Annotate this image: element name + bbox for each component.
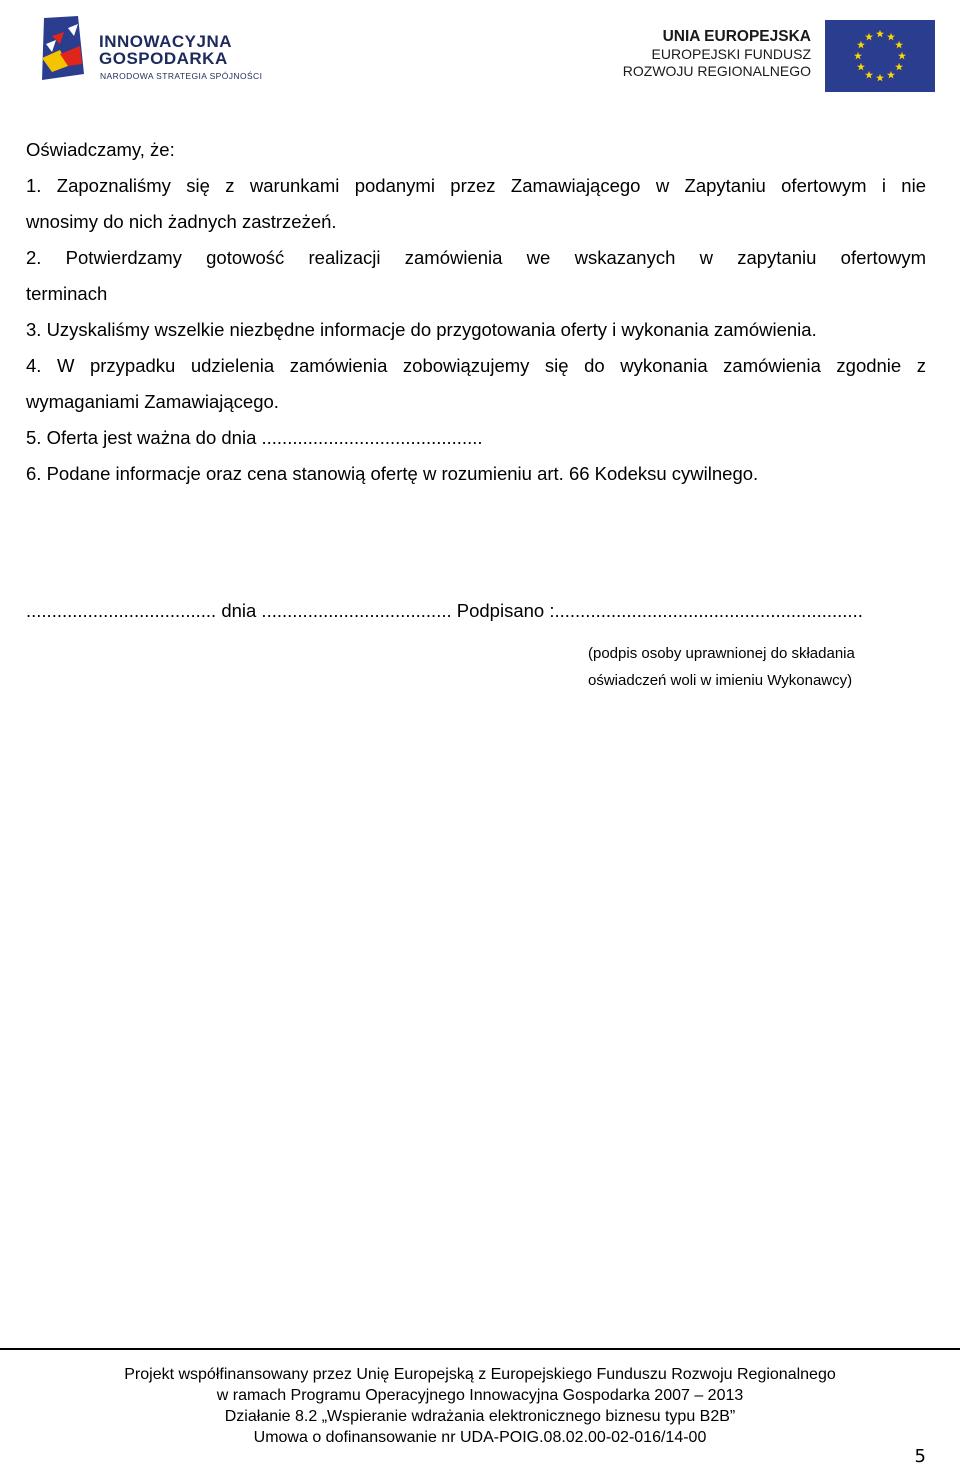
signature-line: ..................................... dnia ..................................... Podpisano :............................................................ xyxy=(26,600,863,621)
footer-line2: w ramach Programu Operacyjnego Innowacyjna Gospodarka 2007 – 2013 xyxy=(216,1387,744,1404)
declaration-item-3: 3. Uzyskaliśmy wszelkie niezbędne informacje do przygotowania oferty i wykonania zamówienia. xyxy=(26,319,817,340)
innowacyjna-gospodarka-logo xyxy=(38,14,268,84)
eu-logo-line1: UNIA EUROPEJSKA xyxy=(662,28,811,45)
ig-emblem-icon xyxy=(38,14,96,84)
declaration-item-4-line2: wymaganiami Zamawiającego. xyxy=(26,391,279,412)
eu-flag-icon xyxy=(825,20,935,92)
page-header xyxy=(0,0,960,110)
page-footer xyxy=(0,1364,960,1448)
page-number: 5 xyxy=(914,1446,926,1467)
declaration-item-4-line1: 4. W przypadku udzielenia zamówienia zobowiązujemy się do wykonania zamówienia zgodnie z xyxy=(26,355,926,376)
declaration-intro: Oświadczamy, że: xyxy=(26,139,175,160)
declaration-item-6: 6. Podane informacje oraz cena stanowią ofertę w rozumieniu art. 66 Kodeksu cywilnego. xyxy=(26,463,759,484)
ig-logo-line2: GOSPODARKA xyxy=(99,49,228,68)
signature-note xyxy=(588,640,855,694)
signature-note-line1: (podpis osoby uprawnionej do składania xyxy=(588,645,855,662)
eu-logo-text xyxy=(623,28,811,80)
eu-logo-line3: ROZWOJU REGIONALNEGO xyxy=(622,63,811,79)
signature-note-line2: oświadczeń woli w imieniu Wykonawcy) xyxy=(588,672,853,689)
declaration-item-1-line2: wnosimy do nich żadnych zastrzeżeń. xyxy=(26,211,337,232)
declaration-item-1-line1: 1. Zapoznaliśmy się z warunkami podanymi przez Zamawiającego w Zapytaniu ofertowym i nie xyxy=(26,175,926,196)
footer-line3: Działanie 8.2 „Wspieranie wdrażania elektronicznego biznesu typu B2B” xyxy=(224,1408,736,1425)
declaration-item-5: 5. Oferta jest ważna do dnia ........................................... xyxy=(26,427,483,448)
declaration-item-2-line2: terminach xyxy=(26,283,108,304)
footer-line1: Projekt współfinansowany przez Unię Europejską z Europejskiego Funduszu Rozwoju Regionalnego xyxy=(124,1366,836,1383)
footer-divider xyxy=(0,1348,960,1350)
ig-logo-line1: INNOWACYJNA xyxy=(99,32,233,51)
eu-erdf-logo xyxy=(600,18,935,96)
declaration-body xyxy=(26,132,926,492)
declaration-item-2-line1: 2. Potwierdzamy gotowość realizacji zamówienia we wskazanych w zapytaniu ofertowym xyxy=(26,247,926,268)
ig-logo-line3: NARODOWA STRATEGIA SPÓJNOŚCI xyxy=(100,71,263,81)
eu-logo-line2: EUROPEJSKI FUNDUSZ xyxy=(651,46,811,62)
footer-line4: Umowa o dofinansowanie nr UDA-POIG.08.02.00-02-016/14-00 xyxy=(253,1429,707,1446)
